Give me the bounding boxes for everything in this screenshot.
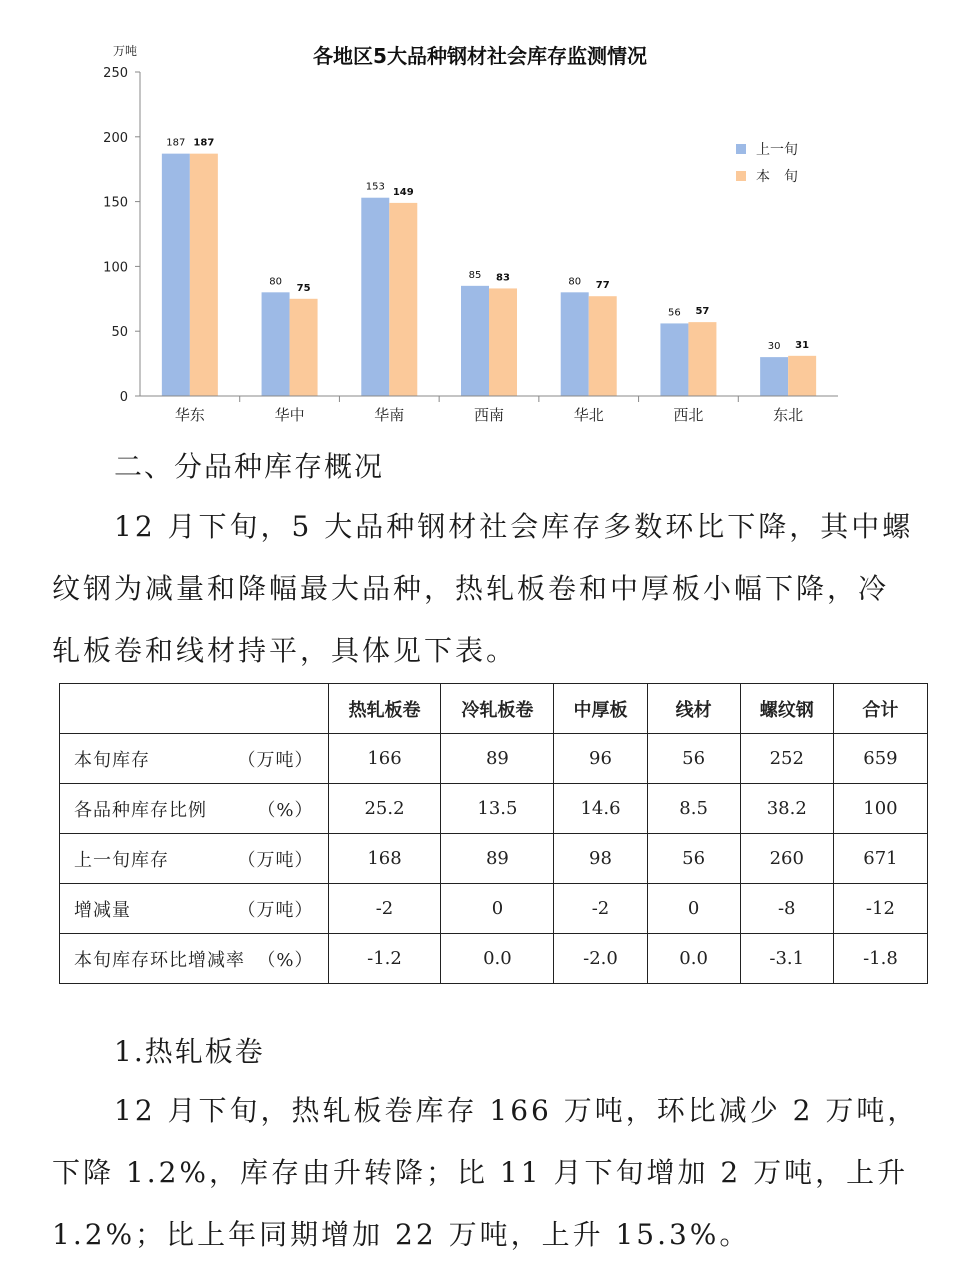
table-header-cell <box>60 684 329 734</box>
bar-previous-period <box>162 154 190 396</box>
table-cell: 96 <box>554 734 647 784</box>
bar-previous-period <box>361 198 389 396</box>
category-label: 西北 <box>673 406 704 424</box>
section-heading-hot-rolled: 1.热轧板卷 <box>114 1035 265 1068</box>
table-header-cell: 热轧板卷 <box>328 684 441 734</box>
bar-value-label: 77 <box>595 280 610 292</box>
table-cell: -12 <box>833 884 927 934</box>
bar-value-label: 30 <box>767 341 781 353</box>
table-cell: 0.0 <box>441 934 554 984</box>
bar-value-label: 57 <box>695 306 710 318</box>
paragraph-line: 纹钢为减量和降幅最大品种，热轧板卷和中厚板小幅下降，冷 <box>52 572 890 605</box>
bar-value-label: 80 <box>568 276 582 288</box>
bar-value-label: 80 <box>269 276 282 288</box>
row-unit: （%） <box>257 799 314 821</box>
table-cell: 0.0 <box>647 934 740 984</box>
row-label: 本旬库存 <box>74 749 150 771</box>
row-label-cell <box>60 884 329 934</box>
y-tick-label: 200 <box>103 130 128 146</box>
bar-current-period <box>290 299 318 396</box>
section-heading-variety: 二、分品种库存概况 <box>114 450 385 483</box>
table-cell: -8 <box>740 884 833 934</box>
y-tick-label: 100 <box>103 260 128 276</box>
bar-previous-period <box>561 292 589 396</box>
category-label: 华东 <box>174 406 205 424</box>
table-cell: 89 <box>441 734 554 784</box>
row-label: 本旬库存环比增减率 <box>74 949 245 971</box>
y-tick-label: 150 <box>103 195 128 211</box>
category-label: 东北 <box>773 406 804 424</box>
y-tick-label: 0 <box>119 390 128 405</box>
y-axis-unit-label: 万吨 <box>112 44 138 58</box>
bar-previous-period <box>660 323 688 396</box>
table-cell: 671 <box>833 834 927 884</box>
legend-label: 本 旬 <box>756 169 798 185</box>
table-header-cell: 中厚板 <box>554 684 647 734</box>
bar-value-label: 31 <box>795 339 810 351</box>
row-label: 上一旬库存 <box>74 849 169 871</box>
bar-value-label: 187 <box>166 137 186 149</box>
table-cell: 659 <box>833 734 927 784</box>
table-row <box>60 834 928 884</box>
table-cell: 168 <box>328 834 441 884</box>
bar-previous-period <box>262 292 290 396</box>
table-cell: -2.0 <box>554 934 647 984</box>
table-header-cell: 螺纹钢 <box>740 684 833 734</box>
bar-value-label: 56 <box>668 307 681 319</box>
table-cell: -2 <box>328 884 441 934</box>
table-cell: 260 <box>740 834 833 884</box>
category-label: 华北 <box>573 406 604 424</box>
bar-previous-period <box>760 357 788 396</box>
paragraph-line: 12 月下旬，热轧板卷库存 166 万吨，环比减少 2 万吨， <box>114 1094 919 1127</box>
chart-title: 各地区5大品种钢材社会库存监测情况 <box>313 44 647 68</box>
bar-value-label: 187 <box>193 137 215 149</box>
table-cell: 100 <box>833 784 927 834</box>
table-row <box>60 934 928 984</box>
table-cell: -3.1 <box>740 934 833 984</box>
variety-inventory-table <box>59 683 928 984</box>
row-label: 增减量 <box>74 899 131 921</box>
variety-summary-paragraph <box>52 496 932 682</box>
table-cell: 56 <box>647 734 740 784</box>
row-label-cell <box>60 734 329 784</box>
bar-current-period <box>489 288 517 396</box>
legend-swatch <box>736 171 746 181</box>
table-cell: 38.2 <box>740 784 833 834</box>
legend-label: 上一旬 <box>756 142 798 158</box>
bar-previous-period <box>461 286 489 396</box>
row-unit: （万吨） <box>237 849 314 871</box>
bar-value-label: 83 <box>496 272 510 284</box>
category-label: 华南 <box>374 406 405 424</box>
table-row <box>60 784 928 834</box>
table-cell: -2 <box>554 884 647 934</box>
table-header-row <box>60 684 928 734</box>
table-cell: 13.5 <box>441 784 554 834</box>
bar-value-label: 85 <box>468 269 482 281</box>
table-cell: 0 <box>647 884 740 934</box>
row-label: 各品种库存比例 <box>74 799 207 821</box>
bar-value-label: 149 <box>392 186 414 198</box>
table-cell: 25.2 <box>328 784 441 834</box>
paragraph-line: 12 月下旬，5 大品种钢材社会库存多数环比下降，其中螺 <box>114 510 914 543</box>
bar-current-period <box>190 154 218 396</box>
paragraph-line: 1.2%；比上年同期增加 22 万吨，上升 15.3%。 <box>52 1218 751 1251</box>
legend-swatch <box>736 144 746 154</box>
row-label-cell <box>60 834 329 884</box>
table-cell: 166 <box>328 734 441 784</box>
table-cell: -1.2 <box>328 934 441 984</box>
row-label-cell <box>60 784 329 834</box>
table-cell: 98 <box>554 834 647 884</box>
chart-legend <box>736 142 798 185</box>
row-unit: （%） <box>257 949 314 971</box>
bar-value-label: 153 <box>365 181 385 193</box>
table-cell: 252 <box>740 734 833 784</box>
row-label-cell <box>60 934 329 984</box>
bar-current-period <box>688 322 716 396</box>
bar-current-period <box>389 203 417 396</box>
paragraph-line: 轧板卷和线材持平，具体见下表。 <box>52 634 518 667</box>
table-row <box>60 884 928 934</box>
table-header-cell: 冷轧板卷 <box>441 684 554 734</box>
table-cell: 8.5 <box>647 784 740 834</box>
paragraph-line: 下降 1.2%，库存由升转降；比 11 月下旬增加 2 万吨，上升 <box>52 1156 909 1189</box>
table-header-cell: 合计 <box>833 684 927 734</box>
bar-value-label: 75 <box>296 282 311 294</box>
row-unit: （万吨） <box>237 749 314 771</box>
table-cell: 14.6 <box>554 784 647 834</box>
table-header-cell: 线材 <box>647 684 740 734</box>
bar-current-period <box>788 356 816 396</box>
bar-current-period <box>589 296 617 396</box>
table-cell: 0 <box>441 884 554 934</box>
y-tick-label: 250 <box>103 66 128 81</box>
table-cell: -1.8 <box>833 934 927 984</box>
table-cell: 89 <box>441 834 554 884</box>
category-label: 西南 <box>473 406 505 424</box>
category-label: 华中 <box>274 406 305 424</box>
y-tick-label: 50 <box>111 325 128 341</box>
hot-rolled-paragraph <box>52 1080 932 1266</box>
row-unit: （万吨） <box>237 899 314 921</box>
regional-inventory-chart <box>0 0 953 432</box>
table-cell: 56 <box>647 834 740 884</box>
table-row <box>60 734 928 784</box>
